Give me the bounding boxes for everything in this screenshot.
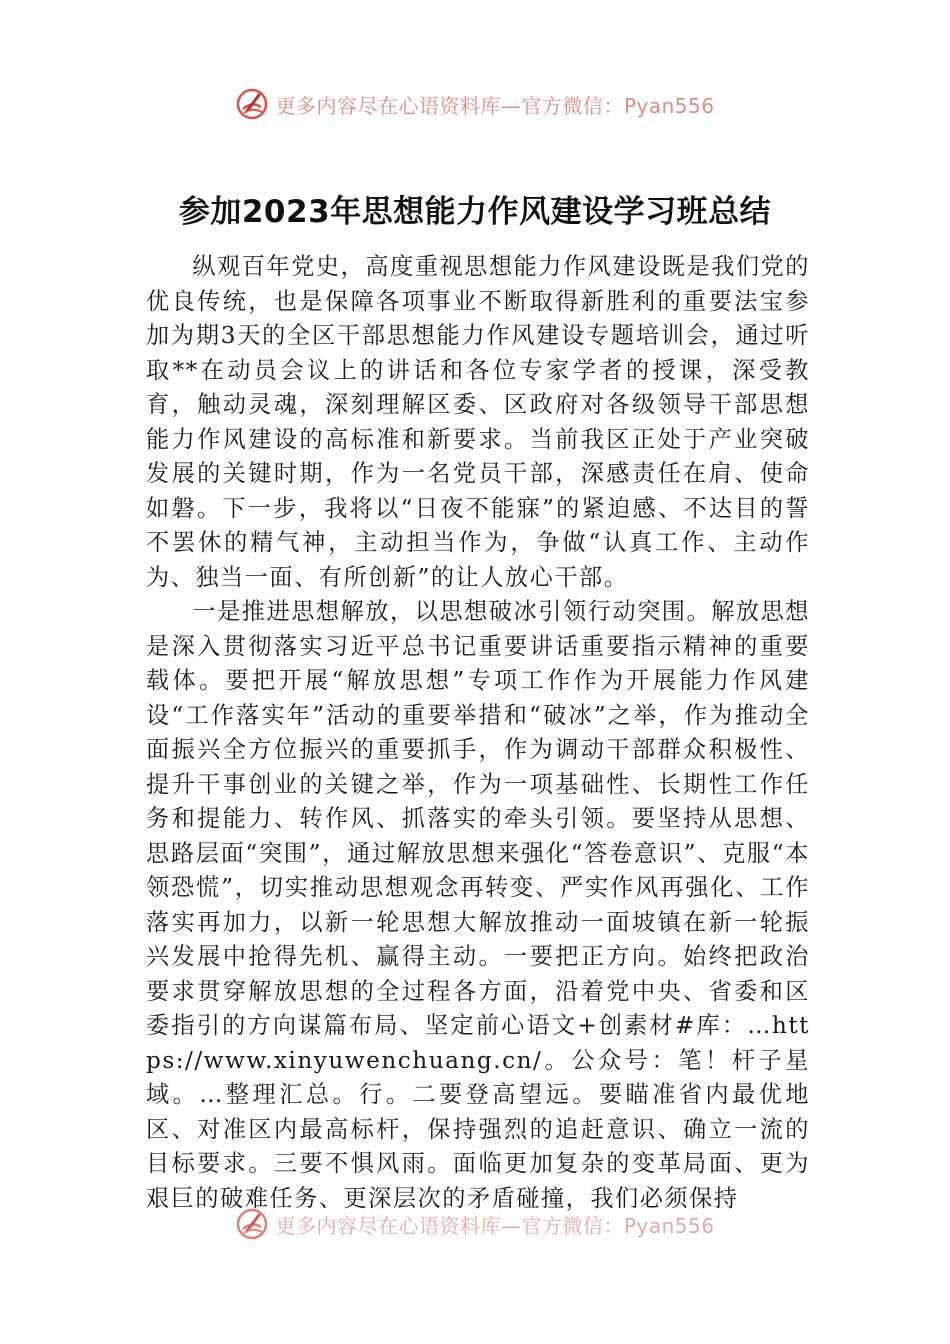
book-pen-logo-icon <box>235 87 269 121</box>
header-watermark <box>0 84 950 124</box>
paragraph-intro: 纵观百年党史，高度重视思想能力作风建设既是我们党的优良传统，也是保障各项事业不断取得新胜利的重要法宝参加为期3天的全区干部思想能力作风建设专题培训会，通过听取**在动员会议上的讲话和各位专家学者的授课，深受教育，触动灵魂，深刻理解区委、区政府对各级领导干部思想能力作风建设的高标准和新要求。当前我区正处于产业突破发展的关键时期，作为一名党员干部，深感责任在肩、使命如磐。下一步，我将以“日夜不能寐”的紧迫感、不达目的誓不罢休的精气神，主动担当作为，争做“认真工作、主动作为、独当一面、有所创新”的让人放心干部。 <box>146 253 810 591</box>
watermark-text: 更多内容尽在心语资料库—官方微信：Pyan556 <box>275 1213 715 1238</box>
book-pen-logo-icon <box>235 1207 269 1241</box>
document-title: 参加2023年思想能力作风建设学习班总结 <box>178 194 772 230</box>
footer-watermark <box>0 1204 950 1244</box>
watermark-text: 更多内容尽在心语资料库—官方微信：Pyan556 <box>275 93 715 118</box>
document-body <box>146 250 810 1216</box>
paragraph-section-1: 一是推进思想解放，以思想破冰引领行动突围。解放思想是深入贯彻落实习近平总书记重要讲话重要指示精神的重要载体。要把开展“解放思想”专项工作作为开展能力作风建设“工作落实年”活动的重要举措和“破冰”之举，作为推动全面振兴全方位振兴的重要抓手，作为调动干部群众积极性、提升干事创业的关键之举，作为一项基础性、长期性工作任务和提能力、转作风、抓落实的牵头引领。要坚持从思想、思路层面“突围”，通过解放思想来强化“答卷意识”、克服“本领恐慌”，切实推动思想观念再转变、严实作风再强化、工作落实再加力，以新一轮思想大解放推动一面坡镇在新一轮振兴发展中抢得先机、赢得主动。一要把正方向。始终把政治要求贯穿解放思想的全过程各方面，沿着党中央、省委和区委指引的方向谋篇布局、坚定前心语文+创素材#库：…https://www.xinyuwenchuang.cn/。公众号：笔！杆子星域。…整理汇总。行。二要登高望远。要瞄准省内最优地区、对准区内最高标杆，保持强烈的追赶意识、确立一流的目标要求。三要不惧风雨。面临更加复杂的变革局面、更为艰巨的破难任务、更深层次的矛盾碰撞，我们必须保持 <box>146 598 810 1212</box>
